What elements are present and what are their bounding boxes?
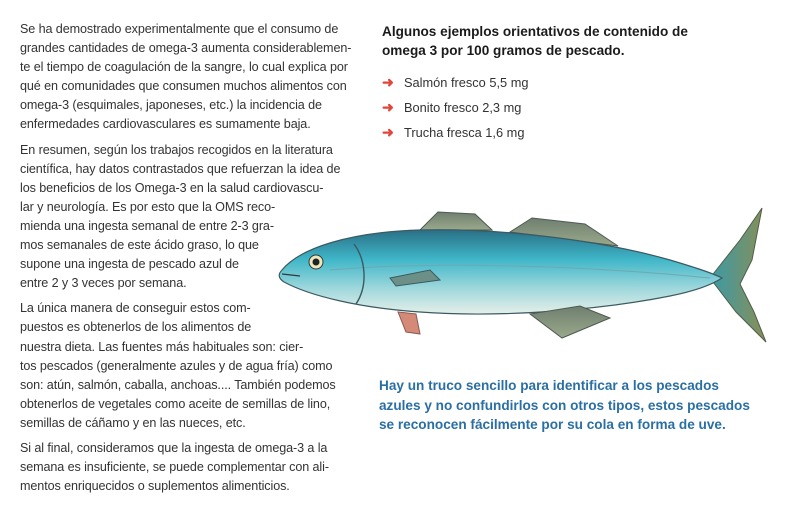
- text-line: La única manera de conseguir estos com-: [20, 301, 251, 316]
- tip-line: se reconocen fácilmente por su cola en forma de uve.: [379, 417, 726, 432]
- pelvic-fin: [398, 312, 420, 334]
- text-line: mienda una ingesta semanal de entre 2-3 gra-: [20, 218, 274, 233]
- list-item: [382, 70, 772, 95]
- arrow-right-icon: ➜: [382, 124, 394, 140]
- dorsal-fin: [420, 212, 492, 230]
- paragraph-1: [20, 20, 355, 135]
- text-line: nuestra dieta. Las fuentes más habituales son: cier-: [20, 339, 304, 354]
- text-line: semillas de cáñamo y en las nueces, etc.: [20, 415, 246, 430]
- paragraph-4: [20, 439, 355, 496]
- text-line: omega-3 (esquimales, japoneses, etc.) la incidencia de: [20, 98, 322, 113]
- list-item: [382, 95, 772, 120]
- examples-list: [382, 70, 772, 145]
- text-line: tos pescados (generalmente azules y de agua fría) como: [20, 358, 333, 373]
- text-line: enfermedades cardiovasculares es sumamente baja.: [20, 117, 311, 132]
- text-line: entre 2 y 3 veces por semana.: [20, 276, 187, 291]
- text-line: En resumen, según los trabajos recogidos en la literatura: [20, 142, 333, 157]
- examples-title-line: omega 3 por 100 gramos de pescado.: [382, 43, 625, 58]
- text-line: son: atún, salmón, caballa, anchoas.... También podemos: [20, 377, 336, 392]
- text-line: grandes cantidades de omega-3 aumenta considerablemen-: [20, 41, 352, 56]
- text-line: puestos es obtenerlos de los alimentos de: [20, 320, 252, 335]
- example-label: Trucha fresca 1,6 mg: [404, 125, 525, 140]
- arrow-right-icon: ➜: [382, 74, 394, 90]
- example-label: Bonito fresco 2,3 mg: [404, 100, 522, 115]
- omega3-examples: [382, 22, 772, 145]
- arrow-right-icon: ➜: [382, 99, 394, 115]
- identification-tip: [379, 376, 779, 435]
- tip-line: azules y no confundirlos con otros tipos, estos pescados: [379, 397, 750, 413]
- text-line: obtenerlos de vegetales como aceite de semillas de lino,: [20, 396, 331, 411]
- fish-illustration: [270, 200, 790, 360]
- list-item: [382, 120, 772, 145]
- text-line: Se ha demostrado experimentalmente que el consumo de: [20, 22, 339, 36]
- tip-line: Hay un truco sencillo para identificar a los pescados: [379, 378, 719, 393]
- text-line: qué en comunidades que consumen muchos alimentos con: [20, 79, 347, 94]
- text-line: Si al final, consideramos que la ingesta de omega-3 a la: [20, 440, 328, 455]
- example-label: Salmón fresco 5,5 mg: [404, 75, 529, 90]
- text-line: semana es insuficiente, se puede complementar con ali-: [20, 460, 329, 475]
- text-line: supone una ingesta de pescado azul de: [20, 257, 239, 272]
- text-line: mos semanales de este ácido graso, lo que: [20, 238, 259, 253]
- text-line: lar y neurología. Es por esto que la OMS reco-: [20, 199, 276, 214]
- fish-body: [279, 230, 722, 314]
- examples-title-line: Algunos ejemplos orientativos de contenido de: [382, 24, 688, 39]
- tail-fin: [710, 208, 766, 342]
- text-line: te el tiempo de coagulación de la sangre, lo cual explica por: [20, 60, 348, 75]
- text-line: mentos enriquecidos o suplementos alimenticios.: [20, 479, 290, 494]
- text-line: los beneficios de los Omega-3 en la salud cardiovascu-: [20, 180, 324, 195]
- text-line: científica, hay datos contrastados que refuerzan la idea de: [20, 161, 341, 176]
